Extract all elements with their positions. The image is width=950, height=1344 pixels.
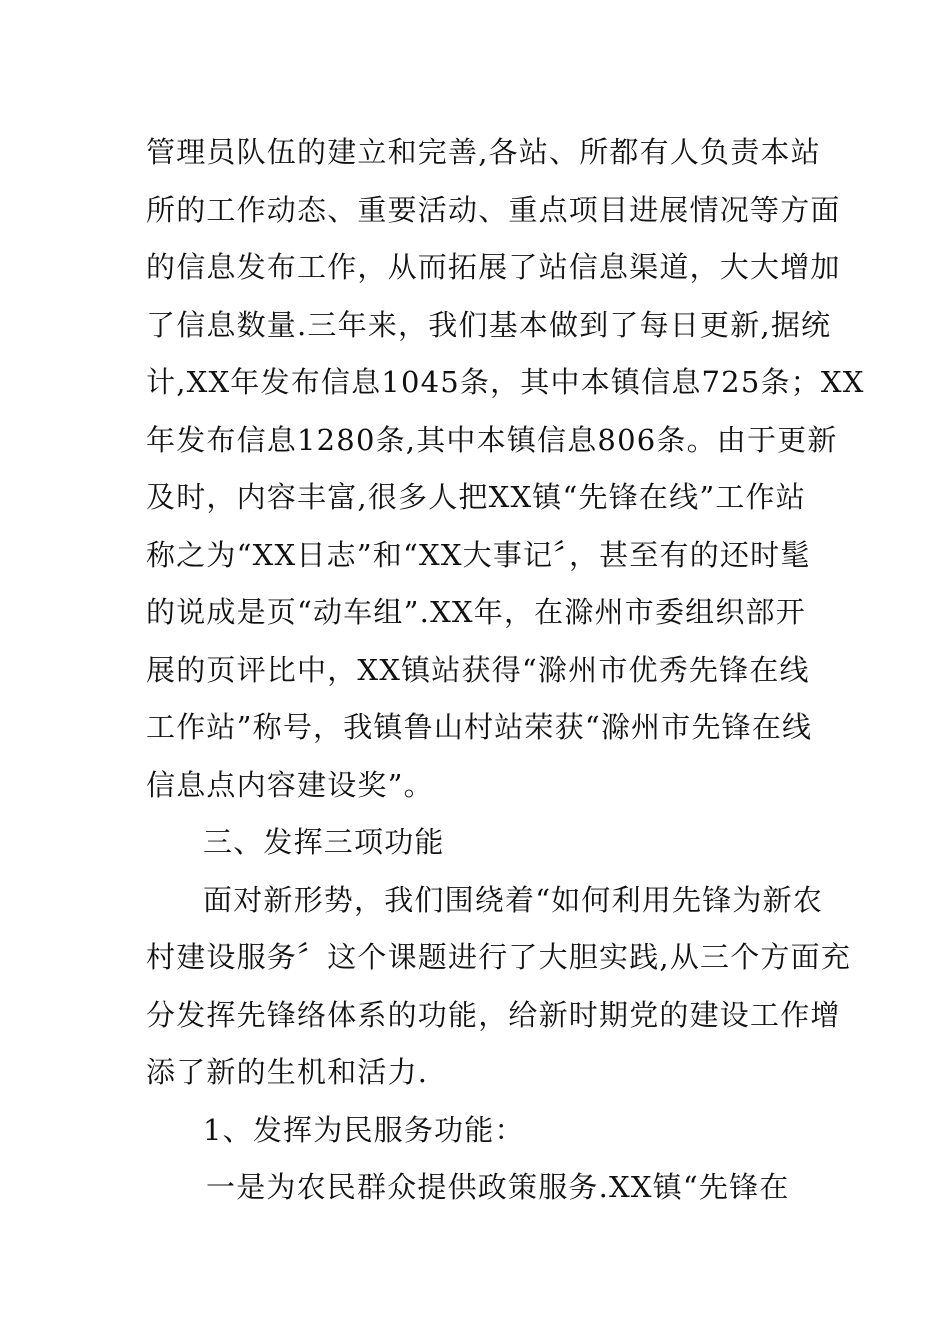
paragraph-line: 的说成是页“动车组”.XX年，在滁州市委组织部开	[146, 595, 806, 629]
paragraph-line: 称之为“XX日志”和“XX大事记〞，甚至有的还时髦	[146, 537, 811, 572]
document-body	[146, 124, 865, 1217]
paragraph-line: 村建设服务〞这个课题进行了大胆实践,从三个方面充	[146, 940, 852, 974]
paragraph-line: 一是为农民群众提供政策服务.XX镇“先锋在	[206, 1170, 790, 1204]
paragraph-line: 所的工作动态、重要活动、重点项目进展情况等方面	[146, 192, 841, 227]
paragraph-line: 了信息数量.三年来，我们基本做到了每日更新,据统	[146, 307, 832, 342]
paragraph-line: 信息点内容建设奖”。	[146, 767, 434, 802]
paragraph-line: 及时，内容丰富,很多人把XX镇“先锋在线”工作站	[146, 480, 806, 514]
paragraph-line: 年发布信息1280条,其中本镇信息806条。由于更新	[146, 422, 838, 457]
paragraph-line: 工作站”称号，我镇鲁山村站荣获“滁州市先锋在线	[146, 710, 813, 744]
section-heading: 三、发挥三项功能	[203, 825, 445, 859]
paragraph-line: 添了新的生机和活力.	[146, 1055, 429, 1089]
paragraph-line: 面对新形势，我们围绕着“如何利用先锋为新农	[203, 882, 824, 917]
paragraph-line: 计,XX年发布信息1045条，其中本镇信息725条；XX	[146, 365, 865, 399]
paragraph-line: 的信息发布工作，从而拓展了站信息渠道，大大增加	[146, 250, 841, 284]
paragraph-line: 分发挥先锋络体系的功能，给新时期党的建设工作增	[146, 997, 841, 1032]
subsection-heading: 1、发挥为民服务功能：	[203, 1112, 525, 1147]
paragraph-line: 展的页评比中，XX镇站获得“滁州市优秀先锋在线	[146, 652, 810, 687]
paragraph-line: 管理员队伍的建立和完善,各站、所都有人负责本站	[146, 135, 821, 169]
